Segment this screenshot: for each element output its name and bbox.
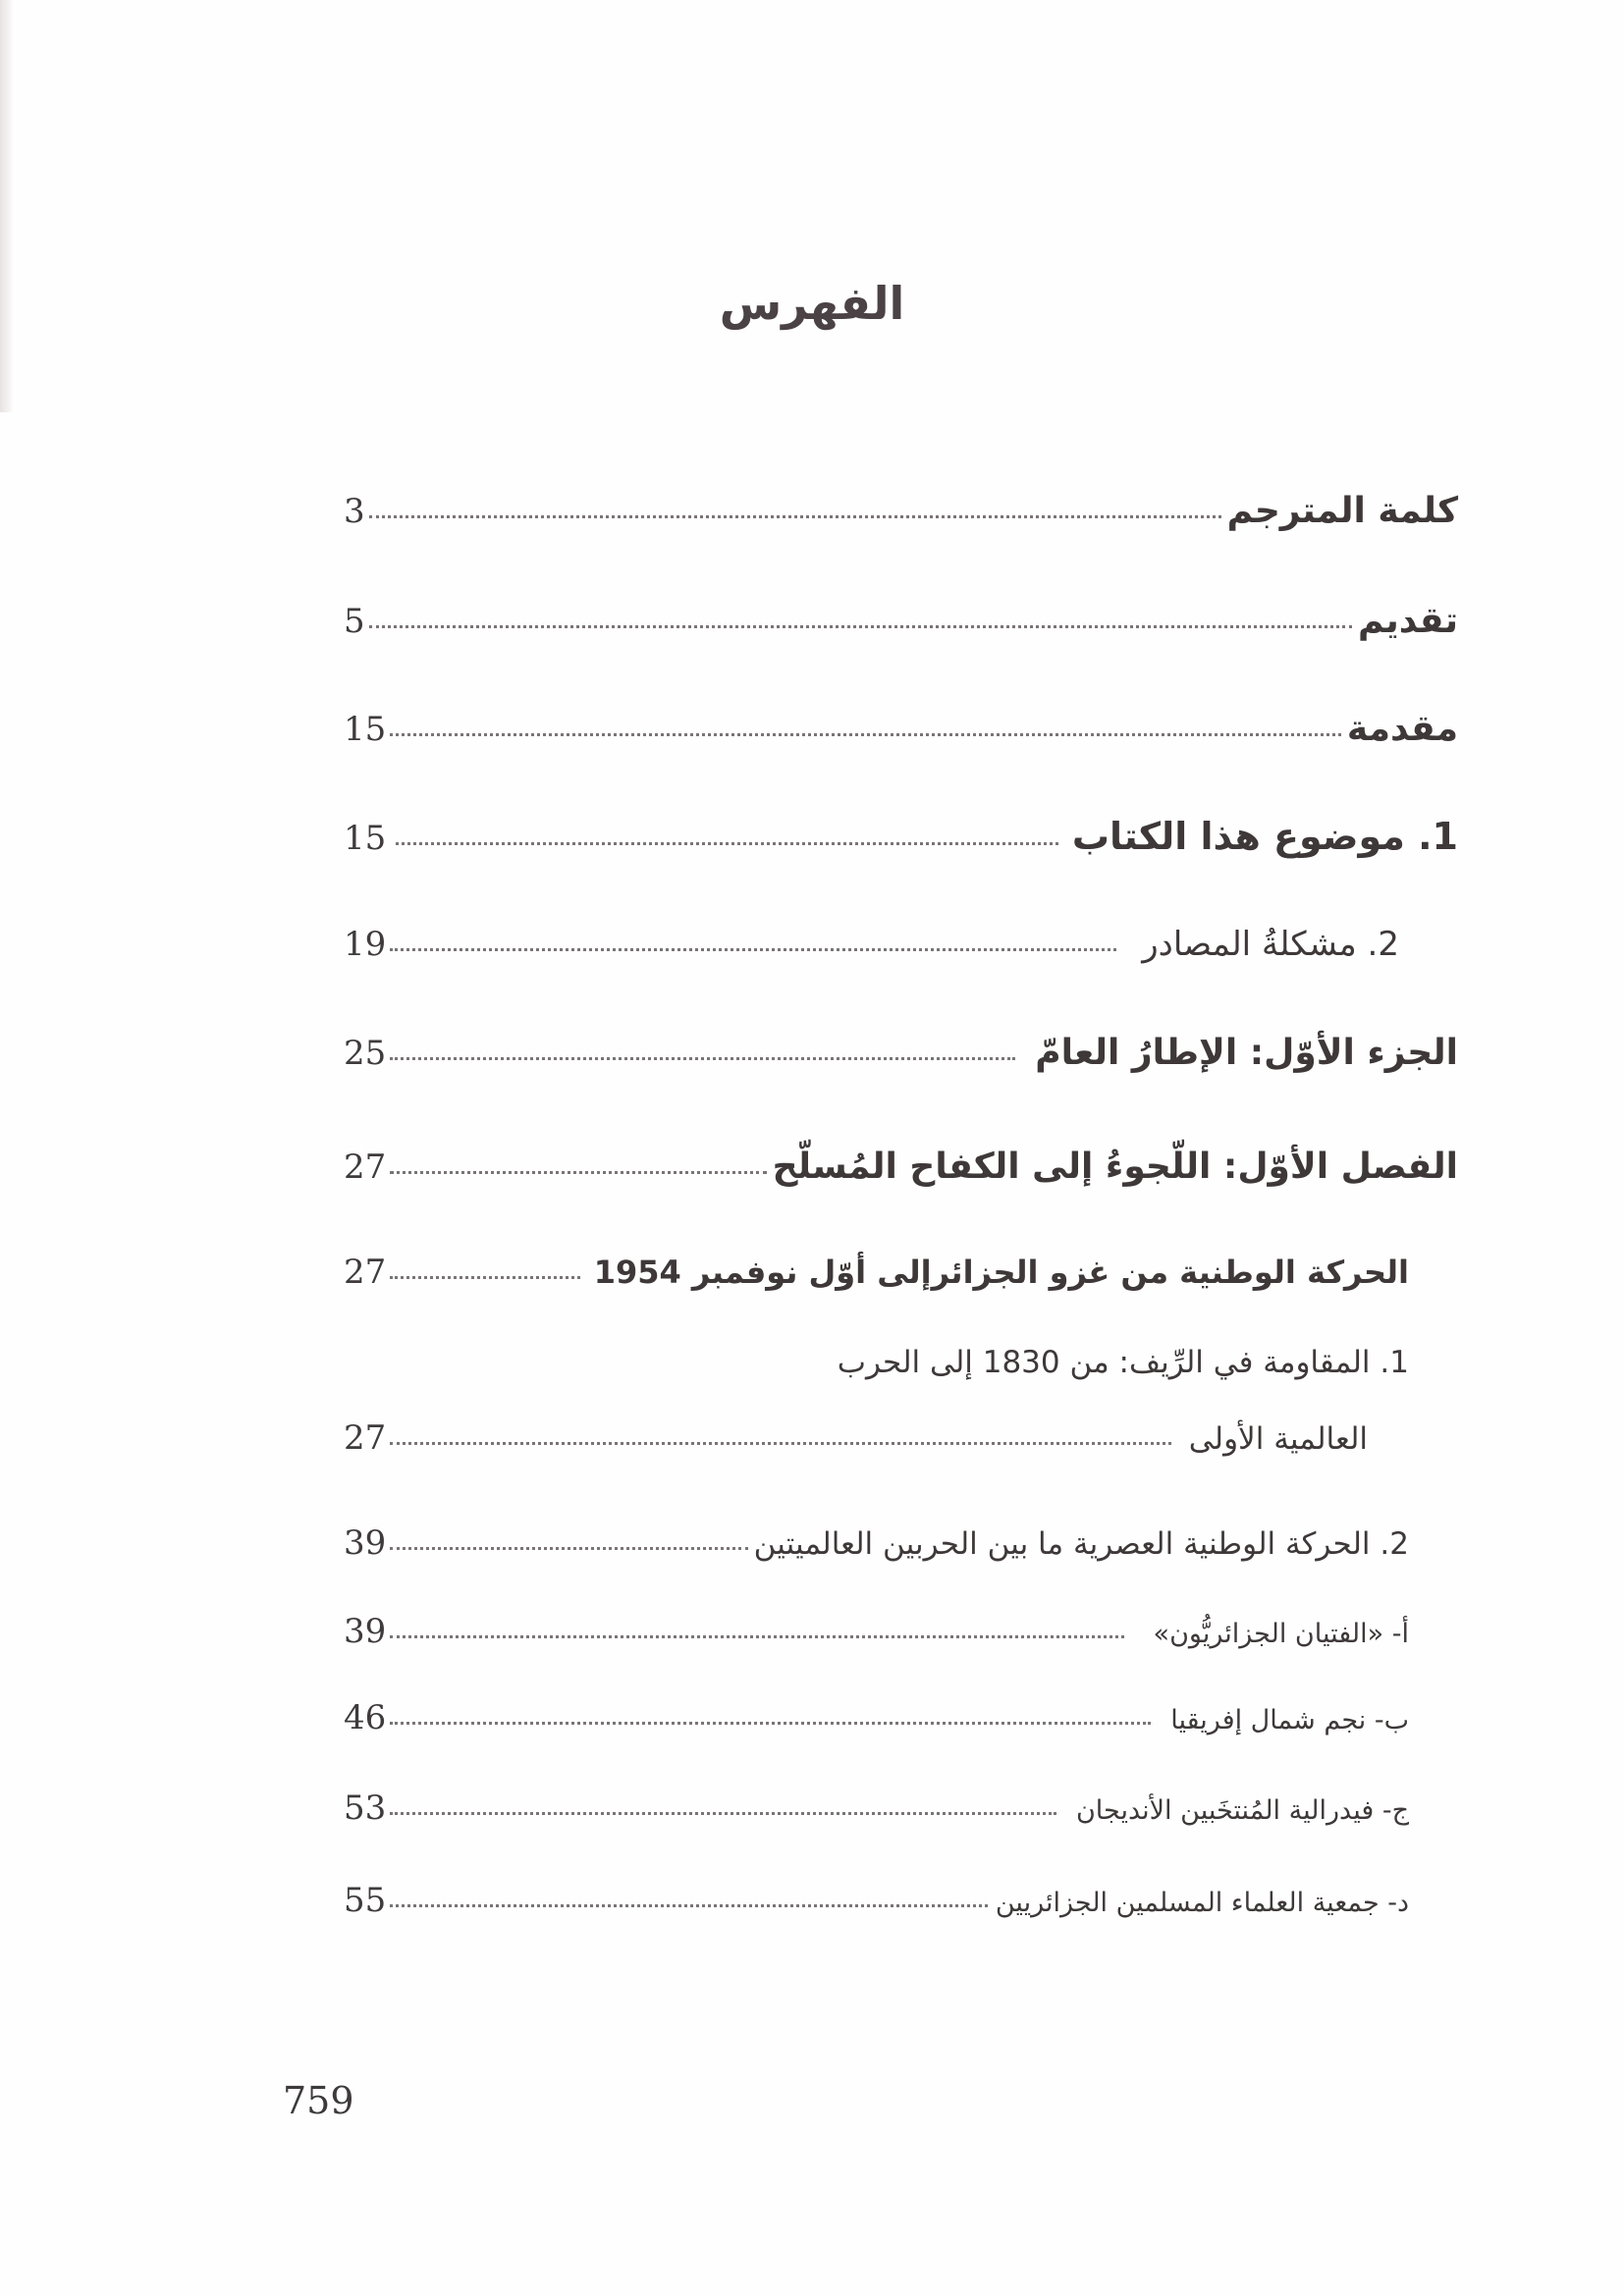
toc-entry-book-subject[interactable] xyxy=(344,815,1458,858)
toc-entry-page: 15 xyxy=(344,710,387,749)
toc-entry-page: 3 xyxy=(344,492,365,531)
toc-entry-label: د- جمعية العلماء المسلمين الجزائريين xyxy=(995,1888,1409,1918)
dot-leader xyxy=(390,1057,1015,1060)
toc-entry-label: كلمة المترجم xyxy=(1226,491,1458,531)
dot-leader xyxy=(390,733,1341,736)
dot-leader xyxy=(390,1442,1171,1445)
toc-entry-modern-national-movement[interactable] xyxy=(344,1523,1458,1563)
dot-leader xyxy=(390,1812,1056,1815)
toc-entry-rural-resistance-line1[interactable]: 1. المقاومة في الرِّيف: من 1830 إلى الحرب xyxy=(837,1345,1409,1380)
toc-entry-label: العالمية الأولى xyxy=(1188,1421,1368,1457)
toc-entry-north-african-star[interactable] xyxy=(344,1698,1458,1737)
toc-entry-introduction[interactable] xyxy=(344,709,1458,749)
toc-entry-page: 5 xyxy=(344,602,365,641)
toc-entry-label: أ- «الفتيان الجزائريُّون» xyxy=(1153,1619,1409,1649)
toc-entry-page: 19 xyxy=(344,925,387,964)
toc-entry-federation-elected[interactable] xyxy=(344,1789,1458,1828)
dot-leader xyxy=(390,948,1116,951)
toc-entry-label: ج- فيدرالية المُنتخَبين الأنديجان xyxy=(1075,1795,1409,1826)
toc-entry-label: مقدمة xyxy=(1346,709,1458,749)
toc-entry-page: 39 xyxy=(344,1612,387,1651)
page-title: الفهرس xyxy=(719,277,905,330)
toc-entry-foreword[interactable] xyxy=(344,601,1458,641)
toc-entry-page: 27 xyxy=(344,1253,387,1292)
toc-entry-label: 1. موضوع هذا الكتاب xyxy=(1071,815,1458,858)
toc-entry-page: 27 xyxy=(344,1148,387,1187)
toc-entry-label: تقديم xyxy=(1358,601,1458,641)
toc-entry-page: 46 xyxy=(344,1698,387,1737)
toc-entry-translator-note[interactable] xyxy=(344,491,1458,531)
dot-leader xyxy=(390,1547,747,1550)
page-number: 759 xyxy=(283,2079,354,2122)
toc-entry-chapter-one[interactable] xyxy=(344,1147,1458,1187)
dot-leader xyxy=(390,1904,988,1907)
toc-entry-sources-problem[interactable] xyxy=(344,925,1458,964)
dot-leader xyxy=(369,625,1352,628)
toc-entry-rural-resistance[interactable] xyxy=(344,1418,1458,1458)
dot-leader xyxy=(390,1276,579,1279)
toc-entry-ulama-association[interactable] xyxy=(344,1881,1458,1920)
toc-entry-page: 53 xyxy=(344,1789,387,1828)
toc-entry-label: الحركة الوطنية من غزو الجزائرإلى أوّل نوفمبر 1954 xyxy=(593,1254,1409,1291)
dot-leader xyxy=(390,1171,766,1174)
dot-leader xyxy=(369,515,1221,518)
page-edge-shadow xyxy=(0,0,14,412)
toc-entry-young-algerians[interactable] xyxy=(344,1612,1458,1651)
toc-entry-page: 55 xyxy=(344,1881,387,1920)
toc-entry-national-movement[interactable] xyxy=(344,1253,1458,1292)
dot-leader xyxy=(390,1635,1123,1638)
toc-entry-page: 15 xyxy=(344,819,387,858)
toc-entry-page: 25 xyxy=(344,1034,387,1073)
toc-entry-label: 2. مشكلةُ المصادر xyxy=(1142,925,1399,964)
toc-entry-label: الفصل الأوّل: اللّجوءُ إلى الكفاح المُسلّح xyxy=(772,1147,1458,1187)
toc-entry-part-one[interactable] xyxy=(344,1033,1458,1073)
toc-entry-page: 27 xyxy=(344,1418,387,1458)
toc-entry-label: 2. الحركة الوطنية العصرية ما بين الحربين العالميتين xyxy=(753,1526,1409,1562)
dot-leader xyxy=(396,842,1058,845)
toc-entry-page: 39 xyxy=(344,1523,387,1563)
toc-entry-label: ب- نجم شمال إفريقيا xyxy=(1170,1705,1409,1735)
toc-entry-label: الجزء الأوّل: الإطارُ العامّ xyxy=(1035,1033,1458,1073)
dot-leader xyxy=(390,1722,1151,1725)
